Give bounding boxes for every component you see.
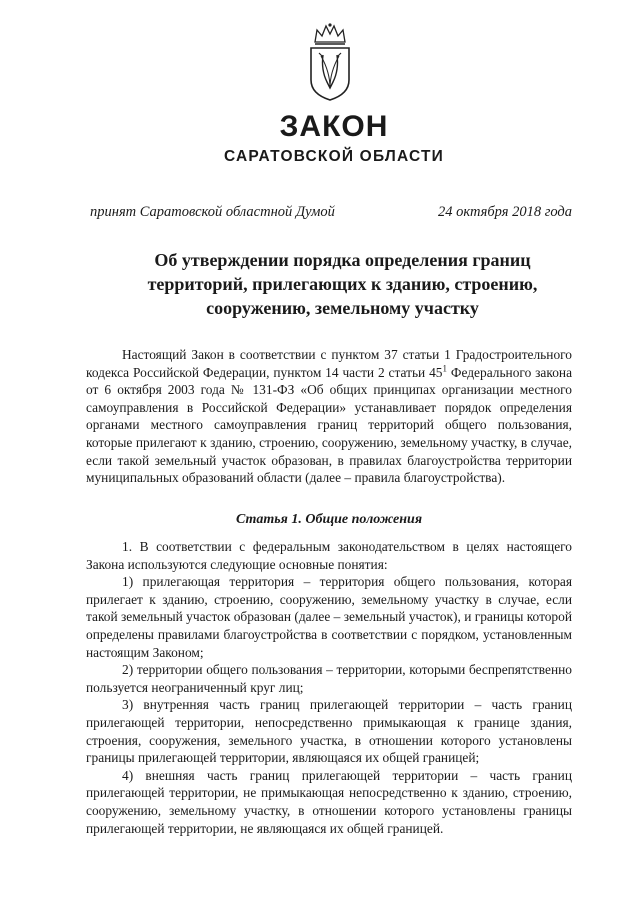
preamble-text: Настоящий Закон в соответствии с пунктом 37 статьи 1 Градостроительного кодекса Российской Федерации, пунктом 14 части 2 статьи 45: [86, 347, 572, 380]
region-name: САРАТОВСКОЙ ОБЛАСТИ: [223, 148, 444, 165]
article-paragraph: 3) внутренняя часть границ прилегающей территории – часть границ прилегающей территории, непосредственно примыкающая к границе здания, строения, сооружения, земельного участка, в отношении которого установлены границы прилегающей территории, являющаяся их общей границей;: [86, 697, 572, 766]
article-paragraph: 1. В соответствии с федеральным законодательством в целях настоящего Закона используются следующие основные понятия:: [86, 539, 572, 572]
article-paragraph: 4) внешняя часть границ прилегающей территории – часть границ прилегающей территории, не примыкающая непосредственно к зданию, строению, сооружению, земельному участку, в отношении которого установлены границы прилегающей территории, не являющаяся их общей границей.: [86, 767, 572, 836]
adopted-by: принят Саратовской областной Думой: [90, 204, 335, 220]
article-body: [86, 538, 572, 837]
preamble-paragraph: [86, 346, 572, 487]
article-paragraph: 2) территории общего пользования – территории, которыми беспрепятственно пользуется неограниченный круг лиц;: [86, 662, 572, 695]
article-paragraph: 1) прилегающая территория – территория общего пользования, которая прилегает к зданию, строению, сооружению, земельному участку в случае, если такой земельный участок образован (далее – земельный участок), и границы которой определены правилами благоустройства в соответствии с порядком, установленным настоящим Законом;: [86, 574, 572, 660]
preamble: [86, 346, 572, 487]
coat-of-arms-icon: [307, 22, 353, 102]
preamble-text-cont: Федерального закона от 6 октября 2003 года № 131-ФЗ «Об общих принципах организации местного самоуправления в Российской Федерации» устанавливает порядок определения органами местного самоуправления границ территорий общего пользования, которые прилегают к зданию, строению, сооружению, земельному участку, в случае, если такой земельный участок образован, в правилах благоустройства территории муниципальных образований области (далее – правила благоустройства).: [86, 364, 573, 486]
document-title: ЗАКОН: [279, 110, 389, 143]
law-title: [95, 248, 590, 320]
law-title-line: сооружению, земельному участку: [206, 298, 479, 318]
law-title-line: территорий, прилегающих к зданию, строению,: [147, 274, 538, 294]
article-heading: Статья 1. Общие положения: [235, 512, 423, 527]
law-title-line: Об утверждении порядка определения границ: [154, 250, 531, 270]
adoption-date: 24 октября 2018 года: [438, 204, 572, 220]
superscript: 1: [442, 363, 448, 374]
